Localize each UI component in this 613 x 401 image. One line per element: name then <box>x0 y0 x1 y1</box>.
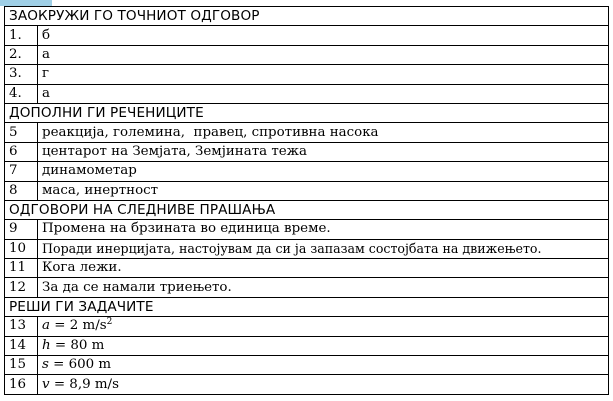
question-number: 6 <box>5 142 38 161</box>
question-number: 3. <box>5 65 38 84</box>
question-number: 10 <box>5 239 38 258</box>
answer-text: а <box>38 84 609 103</box>
question-number: 16 <box>5 375 38 394</box>
formula-value: = 600 m <box>48 357 112 373</box>
section-header-row <box>5 7 609 26</box>
section-header: ОДГОВОРИ НА СЛЕДНИВЕ ПРАШАЊА <box>5 200 609 219</box>
variable-symbol: v <box>42 376 50 392</box>
section-header: РЕШИ ГИ ЗАДАЧИТЕ <box>5 297 609 316</box>
answer-text: динамометар <box>38 162 609 181</box>
section-header-row <box>5 103 609 122</box>
question-number: 12 <box>5 278 38 297</box>
answer-text: Кога лежи. <box>38 259 609 278</box>
section-header-row <box>5 297 609 316</box>
question-number: 9 <box>5 220 38 239</box>
variable-symbol: s <box>42 357 49 373</box>
question-number: 1. <box>5 26 38 45</box>
question-number: 5 <box>5 123 38 142</box>
formula-answer <box>38 356 609 375</box>
table-row <box>5 356 609 375</box>
question-number: 7 <box>5 162 38 181</box>
answer-text: б <box>38 26 609 45</box>
table-row <box>5 375 609 394</box>
table-row <box>5 220 609 239</box>
answer-text: маса, инертност <box>38 181 609 200</box>
answer-text: г <box>38 65 609 84</box>
table-row <box>5 181 609 200</box>
answer-text: За да се намали триењето. <box>38 278 609 297</box>
table-row <box>5 65 609 84</box>
formula-value: = 8,9 m/s <box>49 376 119 392</box>
table-row <box>5 336 609 355</box>
variable-symbol: a <box>42 318 50 334</box>
table-row <box>5 45 609 64</box>
table-row <box>5 26 609 45</box>
section-header: ДОПОЛНИ ГИ РЕЧЕНИЦИТЕ <box>5 103 609 122</box>
section-header: ЗАОКРУЖИ ГО ТОЧНИОТ ОДГОВОР <box>5 7 609 26</box>
formula-answer <box>38 375 609 394</box>
answer-text: Поради инерцијата, настојувам да си ја запазам состојбата на движењето. <box>38 239 609 258</box>
exponent: 2 <box>106 317 113 328</box>
formula-value: = 2 m/s <box>49 318 107 334</box>
table-row <box>5 239 609 258</box>
question-number: 13 <box>5 317 38 336</box>
answer-text: реакција, големина, правец, спротивна насока <box>38 123 609 142</box>
formula-answer <box>38 336 609 355</box>
formula-answer <box>38 317 609 336</box>
question-number: 8 <box>5 181 38 200</box>
answer-text: центарот на Земјата, Земјината тежа <box>38 142 609 161</box>
answer-text: Промена на брзината во единица време. <box>38 220 609 239</box>
section-header-row <box>5 200 609 219</box>
table-row <box>5 123 609 142</box>
question-number: 11 <box>5 259 38 278</box>
table-row <box>5 142 609 161</box>
table-row <box>5 162 609 181</box>
table-row <box>5 317 609 336</box>
formula-value: = 80 m <box>50 337 105 353</box>
variable-symbol: h <box>42 337 51 353</box>
question-number: 2. <box>5 45 38 64</box>
question-number: 15 <box>5 356 38 375</box>
question-number: 14 <box>5 336 38 355</box>
table-row <box>5 278 609 297</box>
table-row <box>5 259 609 278</box>
answer-key-table <box>4 6 609 395</box>
answer-text: а <box>38 45 609 64</box>
table-row <box>5 84 609 103</box>
question-number: 4. <box>5 84 38 103</box>
